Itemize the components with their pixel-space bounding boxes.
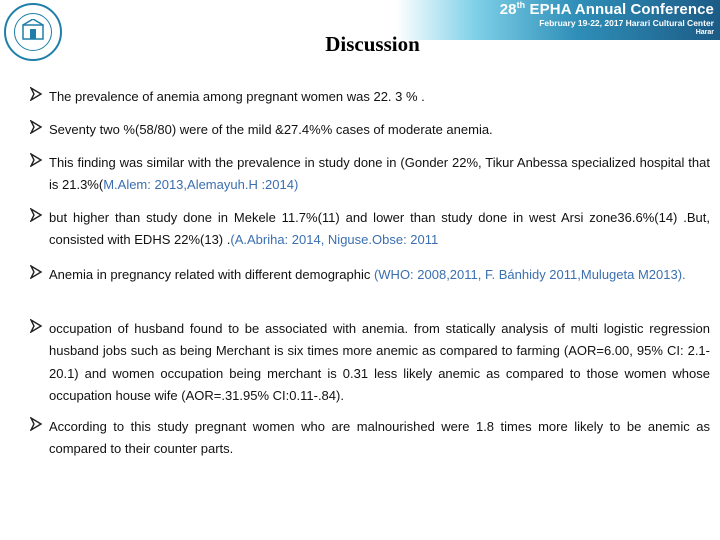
list-item xyxy=(30,318,710,407)
bullet-text: This finding was similar with the prevalence in study done in (Gonder 22%, Tikur Anbessa specialized hospital that is 21.3%( xyxy=(49,155,710,193)
conference-dates: February 19-22, 2017 Harari Cultural Center xyxy=(539,18,714,28)
list-item xyxy=(30,86,710,108)
arrow-bullet-icon xyxy=(30,87,42,101)
bullet-text: but higher than study done in Mekele 11.7%(11) and lower than study done in west Arsi zone36.6%(14) .But, consisted with EDHS 22%(13) . xyxy=(49,210,710,248)
list-item xyxy=(30,264,710,286)
citation: (WHO: 2008,2011, F. Bánhidy 2011,Mulugeta M2013). xyxy=(373,267,686,282)
citation: (A.Abriha: 2014, Niguse.Obse: 2011 xyxy=(230,232,439,248)
conference-title: 28th EPHA Annual Conference xyxy=(499,0,714,18)
bullet-text: Anemia in pregnancy related with different demographic xyxy=(49,267,374,282)
arrow-bullet-icon xyxy=(30,265,42,279)
conference-city: Harar xyxy=(695,29,714,36)
bullet-text: Seventy two %(58/80) were of the mild &27.4%% cases of moderate anemia. xyxy=(49,122,493,137)
arrow-bullet-icon xyxy=(30,153,42,167)
list-item xyxy=(30,152,710,197)
bullet-text: According to this study pregnant women who are malnourished were 1.8 times more likely to be anemic as compared to their counter parts. xyxy=(49,419,710,457)
bullet-text: The prevalence of anemia among pregnant women was 22. 3 % . xyxy=(49,89,425,104)
bullet-text: occupation of husband found to be associated with anemia. from statically analysis of multi logistic regression husband jobs such as being Merchant is six times more anemic as compared to farming (AOR=6.00, 95% CI: 2.1-20.1) and women occupation being merchant is 0.31 less likely anemic as compared to those women whose occupation house wife (AOR=.31.95% CI:0.11-.84). xyxy=(49,321,710,403)
arrow-bullet-icon xyxy=(30,417,42,431)
arrow-bullet-icon xyxy=(30,120,42,134)
citation: M.Alem: 2013,Alemayuh.H :2014) xyxy=(103,177,299,193)
list-item xyxy=(30,207,710,252)
list-item xyxy=(30,416,710,461)
arrow-bullet-icon xyxy=(30,319,42,333)
page-title: Discussion xyxy=(325,32,420,56)
seal-emblem xyxy=(21,19,45,41)
epha-seal-icon xyxy=(4,3,62,61)
list-item xyxy=(30,119,710,141)
arrow-bullet-icon xyxy=(30,208,42,222)
